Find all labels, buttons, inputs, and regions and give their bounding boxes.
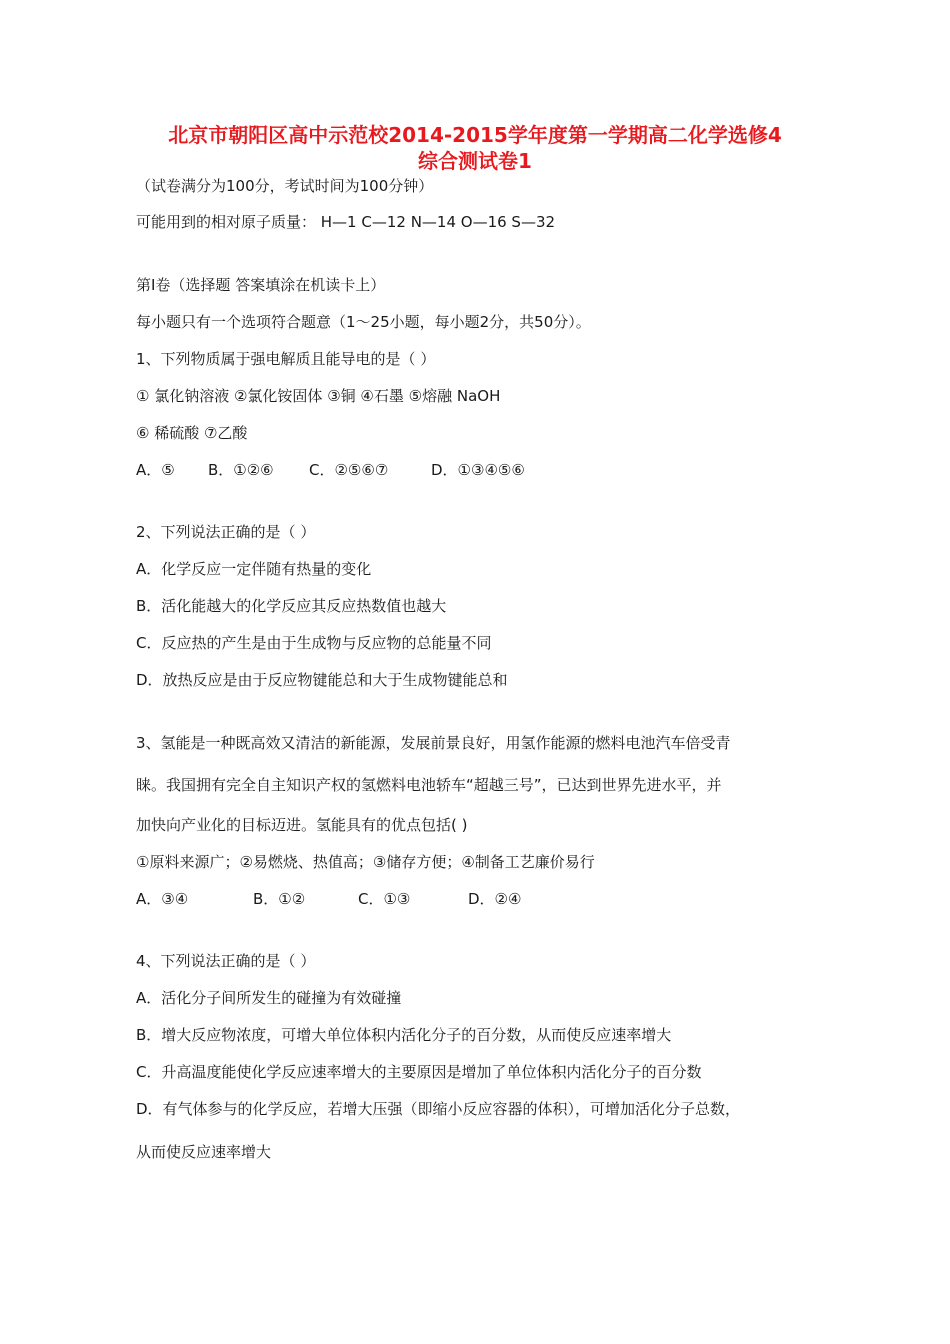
q3-options bbox=[136, 889, 521, 909]
q3-option-d: D．②④ bbox=[468, 890, 522, 908]
q3-stem-line-2: 睐。我国拥有完全自主知识产权的氢燃料电池轿车“超越三号”，已达到世界先进水平，并 bbox=[136, 776, 722, 794]
title-line-1: 北京市朝阳区高中示范校2014-2015学年度第一学期高二化学选修4 bbox=[168, 123, 782, 147]
q1-items-line-2: ⑥ 稀硫酸 ⑦乙酸 bbox=[136, 424, 248, 442]
q3-items: ①原料来源广；②易燃烧、热值高；③储存方便；④制备工艺廉价易行 bbox=[136, 853, 595, 871]
section-heading: 第Ⅰ卷（选择题 答案填涂在机读卡上） bbox=[136, 276, 386, 294]
q3-option-c: C．①③ bbox=[358, 890, 411, 908]
q1-items-line-1: ① 氯化钠溶液 ②氯化铵固体 ③铜 ④石墨 ⑤熔融 NaOH bbox=[136, 387, 501, 405]
q1-options bbox=[136, 460, 525, 480]
q1-option-b: B．①②⑥ bbox=[208, 461, 274, 479]
title-line-2: 综合测试卷1 bbox=[418, 149, 532, 173]
q2-option-d: D．放热反应是由于反应物键能总和大于生成物键能总和 bbox=[136, 671, 508, 689]
q2-stem: 2、下列说法正确的是（ ） bbox=[136, 523, 316, 541]
q3-stem-line-1: 3、氢能是一种既高效又清洁的新能源，发展前景良好，用氢作能源的燃料电池汽车倍受青 bbox=[136, 734, 731, 752]
atomic-masses: 可能用到的相对原子质量： H—1 C—12 N—14 O—16 S—32 bbox=[136, 213, 556, 231]
q4-option-b: B．增大反应物浓度，可增大单位体积内活化分子的百分数，从而使反应速率增大 bbox=[136, 1026, 672, 1044]
q2-option-c: C．反应热的产生是由于生成物与反应物的总能量不同 bbox=[136, 634, 492, 652]
q4-option-c: C．升高温度能使化学反应速率增大的主要原因是增加了单位体积内活化分子的百分数 bbox=[136, 1063, 702, 1081]
q1-option-a: A．⑤ bbox=[136, 461, 175, 479]
q4-option-d-line-2: 从而使反应速率增大 bbox=[136, 1143, 272, 1161]
q3-option-a: A．③④ bbox=[136, 890, 189, 908]
q2-option-b: B．活化能越大的化学反应其反应热数值也越大 bbox=[136, 597, 447, 615]
q4-stem: 4、下列说法正确的是（ ） bbox=[136, 952, 316, 970]
q3-option-b: B．①② bbox=[253, 890, 306, 908]
q1-option-c: C．②⑤⑥⑦ bbox=[309, 461, 389, 479]
q2-option-a: A．化学反应一定伴随有热量的变化 bbox=[136, 560, 372, 578]
q4-option-d-line-1: D．有气体参与的化学反应，若增大压强（即缩小反应容器的体积），可增加活化分子总数， bbox=[136, 1100, 741, 1118]
q1-option-d: D．①③④⑤⑥ bbox=[431, 461, 525, 479]
exam-note: （试卷满分为100分，考试时间为100分钟） bbox=[136, 177, 434, 195]
q4-option-a: A．活化分子间所发生的碰撞为有效碰撞 bbox=[136, 989, 402, 1007]
section-instruction: 每小题只有一个选项符合题意（1～25小题，每小题2分，共50分）。 bbox=[136, 313, 591, 331]
q3-stem-line-3: 加快向产业化的目标迈进。氢能具有的优点包括( ) bbox=[136, 816, 468, 834]
q1-stem: 1、下列物质属于强电解质且能导电的是（ ） bbox=[136, 350, 436, 368]
